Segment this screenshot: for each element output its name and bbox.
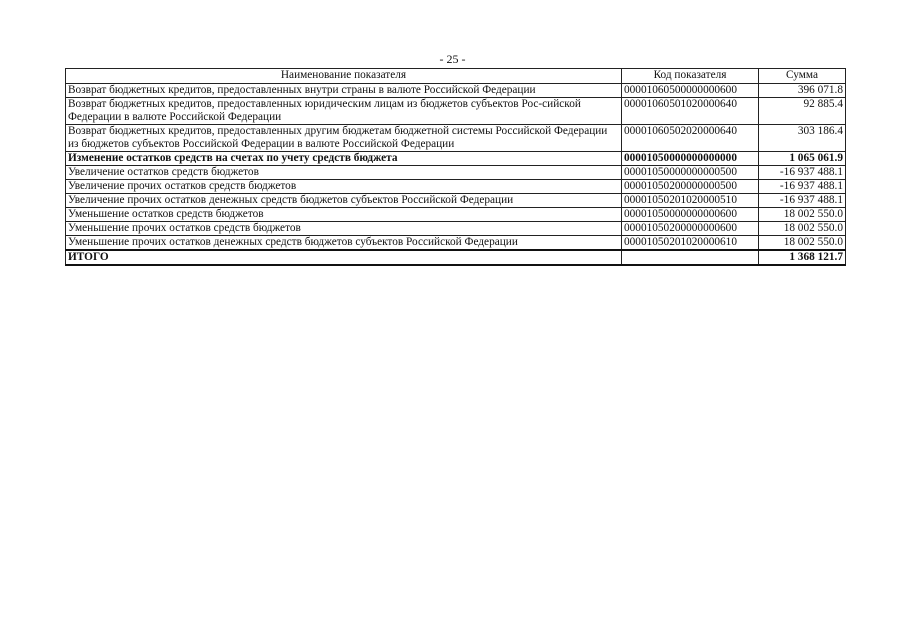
row-sum-cell: -16 937 488.1 [759,194,846,208]
table-body [66,84,846,266]
row-code-cell: 00001060500000000600 [622,84,759,98]
total-name-cell: ИТОГО [66,250,622,265]
row-code-cell: 00001050201020000510 [622,194,759,208]
row-code-cell: 00001050000000000500 [622,166,759,180]
total-row [66,250,846,265]
row-code-cell: 00001060501020000640 [622,98,759,125]
row-code-cell: 00001050000000000000 [622,152,759,166]
total-sum-cell: 1 368 121.7 [759,250,846,265]
table-row [66,84,846,98]
row-sum-cell: 18 002 550.0 [759,236,846,251]
row-name-cell: Уменьшение прочих остатков денежных средств бюджетов субъектов Российской Федерации [66,236,622,251]
table-row [66,208,846,222]
row-code-cell: 00001050200000000600 [622,222,759,236]
row-code-cell: 00001050201020000610 [622,236,759,251]
table-row [66,166,846,180]
report-table [65,68,846,266]
table-row [66,180,846,194]
row-name-cell: Увеличение прочих остатков средств бюджетов [66,180,622,194]
row-name-cell: Возврат бюджетных кредитов, предоставленных юридическим лицам из бюджетов субъектов Рос-сийской Федерации в валюте Российской Федерации [66,98,622,125]
row-name-cell: Уменьшение прочих остатков средств бюджетов [66,222,622,236]
row-name-cell: Увеличение прочих остатков денежных средств бюджетов субъектов Российской Федерации [66,194,622,208]
row-code-cell: 00001050200000000500 [622,180,759,194]
table-header-row [66,69,846,84]
row-name-cell: Возврат бюджетных кредитов, предоставленных другим бюджетам бюджетной системы Российской Федерации из бюджетов субъектов Российской Федерации в валюте Российской Федерации [66,125,622,152]
table-row [66,194,846,208]
row-sum-cell: 18 002 550.0 [759,208,846,222]
row-name-cell: Уменьшение остатков средств бюджетов [66,208,622,222]
table-row [66,125,846,152]
page-number: - 25 - [439,52,466,66]
row-name-cell: Увеличение остатков средств бюджетов [66,166,622,180]
table-row [66,222,846,236]
row-sum-cell: -16 937 488.1 [759,166,846,180]
table-row [66,236,846,251]
header-sum: Сумма [759,69,846,84]
row-sum-cell: -16 937 488.1 [759,180,846,194]
row-sum-cell: 18 002 550.0 [759,222,846,236]
row-name-cell: Изменение остатков средств на счетах по учету средств бюджета [66,152,622,166]
table-row [66,152,846,166]
row-code-cell: 00001050000000000600 [622,208,759,222]
table-row [66,98,846,125]
row-name-cell: Возврат бюджетных кредитов, предоставленных внутри страны в валюте Российской Федерации [66,84,622,98]
row-code-cell: 00001060502020000640 [622,125,759,152]
header-name: Наименование показателя [66,69,622,84]
header-code: Код показателя [622,69,759,84]
row-sum-cell: 1 065 061.9 [759,152,846,166]
row-sum-cell: 303 186.4 [759,125,846,152]
row-sum-cell: 396 071.8 [759,84,846,98]
row-sum-cell: 92 885.4 [759,98,846,125]
total-code-cell [622,250,759,265]
